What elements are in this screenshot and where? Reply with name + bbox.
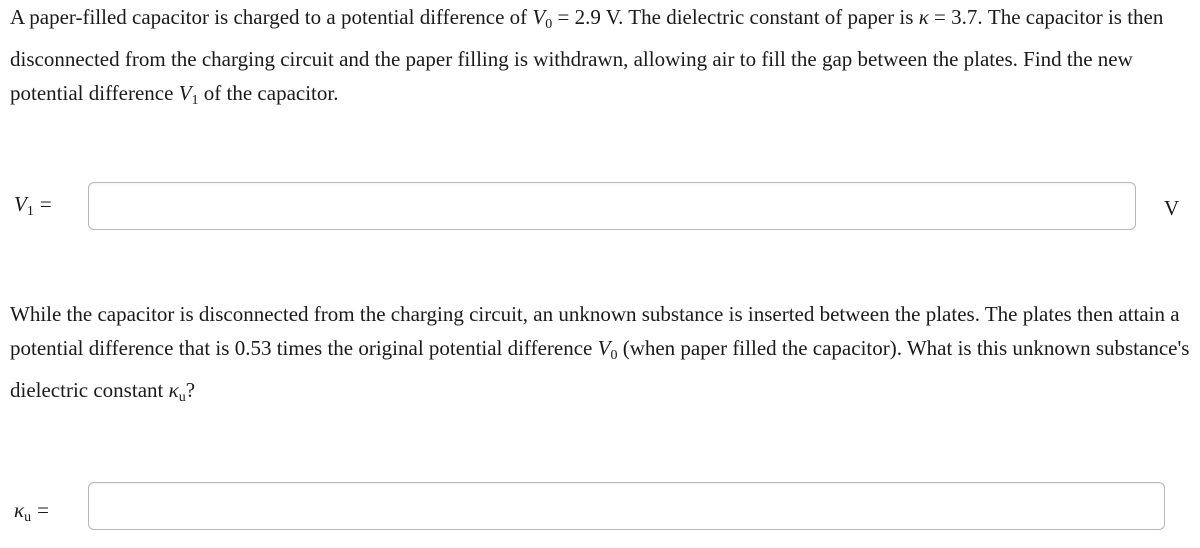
answer-2-input[interactable]: [88, 482, 1165, 530]
q1-v0-value: = 2.9 V: [552, 5, 619, 29]
answer-2-label: [14, 495, 49, 533]
q2-text-b: (when paper filled the capacitor). What is this unknown substance's dielectric constant: [10, 336, 1190, 402]
q1-kappa-value: = 3.7: [928, 5, 978, 29]
answer-2-symbol: $\kappa_u$: [14, 498, 32, 525]
q1-text-a: A paper-filled capacitor is charged to a potential difference of: [10, 5, 533, 29]
q2-text-c: ?: [185, 378, 196, 402]
q1-text-c: . The dielectric constant of paper is: [618, 5, 919, 29]
answer-1-unit: V: [1164, 196, 1180, 220]
v0-symbol: $V_0$: [532, 5, 553, 32]
v1-symbol: $V_1$: [178, 81, 199, 108]
v0-symbol-q2: $V_0$: [597, 336, 618, 363]
kappa-symbol: κ: [918, 5, 929, 29]
question-1-text: [10, 0, 1190, 118]
answer-2-equals: =: [37, 498, 49, 522]
q1-text-f: of the capacitor.: [198, 81, 339, 105]
answer-1-symbol: $V_1$: [14, 192, 34, 219]
q1-text-e: . The capacitor is then disconnected from the charging circuit and the paper filling is withdrawn, allowing air to fill the gap between the plates. Find the new potential difference: [10, 5, 1164, 105]
kappa-u-symbol: $\kappa_u$: [168, 378, 186, 405]
answer-1-input[interactable]: [88, 182, 1136, 230]
question-2-text: [10, 297, 1195, 415]
answer-1-equals: =: [39, 192, 52, 216]
q2-text-a: While the capacitor is disconnected from the charging circuit, an unknown substance is inserted between the plates. The plates then attain a potential difference that is 0.53 times the original potential difference: [10, 302, 1180, 360]
answer-1-label: [14, 189, 52, 227]
